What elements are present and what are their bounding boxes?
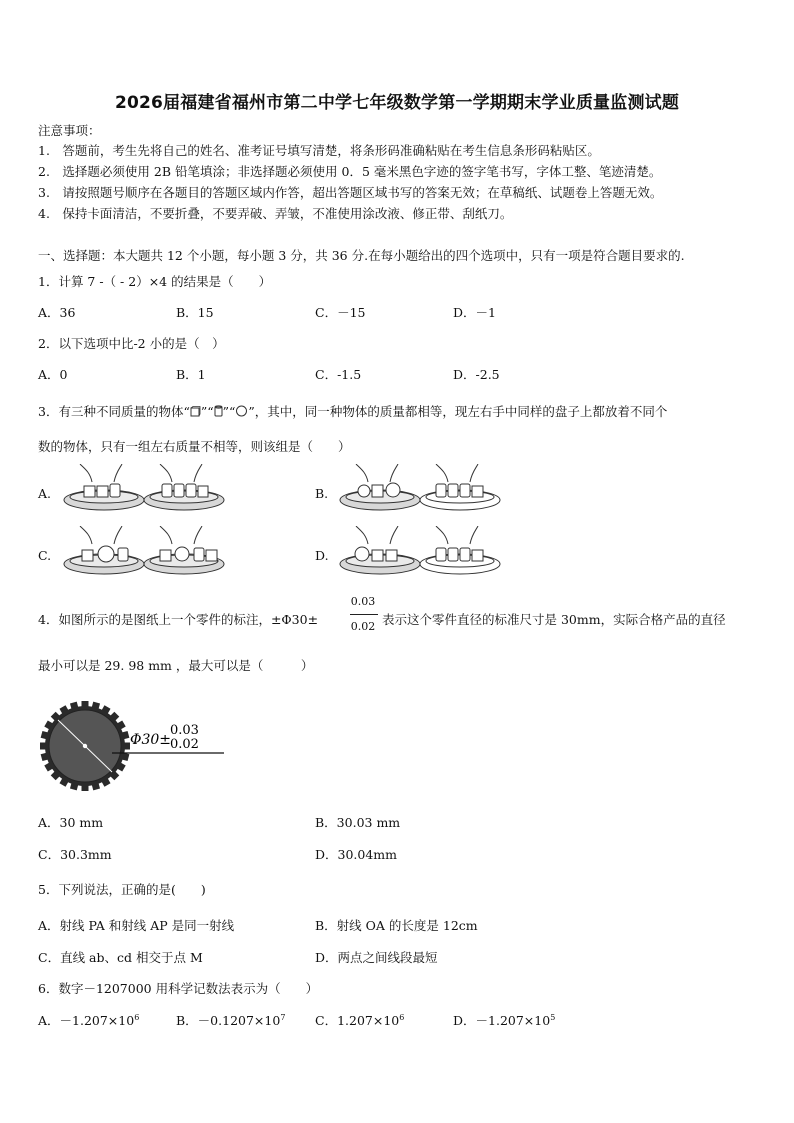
section-heading: 一、选择题：本大题共 12 个小题，每小题 3 分，共 36 分.在每小题给出的四个选项中，只有一项是符合题目要求的. bbox=[38, 248, 685, 263]
q2-stem: 2．以下选项中比-2 小的是（ ） bbox=[38, 336, 225, 351]
q4-frac-bottom: 0.02 bbox=[350, 620, 376, 633]
q3-stem-end: ”，其中，同一种物体的质量都相等，现左右手中同样的盘子上都放着不同个 bbox=[248, 404, 668, 419]
q3-stem-sep2: ”“ bbox=[222, 404, 236, 419]
gear-tooth bbox=[122, 743, 130, 750]
q6-option-a-exp: 6 bbox=[134, 1012, 140, 1022]
q4-frac-line bbox=[350, 614, 378, 615]
q4-gear-figure bbox=[38, 700, 238, 800]
sphere-icon bbox=[235, 405, 248, 417]
gear-tooth bbox=[82, 701, 89, 709]
q4-option-b: B．30.03 mm bbox=[315, 815, 401, 830]
q3-figure-c bbox=[62, 526, 232, 584]
q5-option-c: C．直线 ab、cd 相交于点 M bbox=[38, 950, 203, 965]
notice-heading: 注意事项： bbox=[38, 123, 101, 138]
q5-option-d: D．两点之间线段最短 bbox=[315, 950, 438, 965]
q4-stem-b: 表示这个零件直径的标准尺寸是 30mm，实际合格产品的直径 bbox=[382, 612, 726, 627]
q3-figure-d bbox=[338, 526, 508, 584]
q1-option-b: B．15 bbox=[176, 305, 214, 320]
q2-option-c: C．-1.5 bbox=[315, 367, 362, 382]
notice-item-3: 3. 请按照题号顺序在各题目的答题区域内作答，超出答题区域书写的答案无效；在草稿纸、试题卷上答题无效。 bbox=[38, 185, 663, 200]
q3-option-a-label: A. bbox=[38, 486, 52, 501]
q2-option-b: B．1 bbox=[176, 367, 206, 382]
q1-option-d: D．－1 bbox=[453, 305, 496, 320]
q3-option-c-label: C. bbox=[38, 548, 52, 563]
q4-figure-bottom: 0.02 bbox=[170, 737, 199, 752]
q5-option-a: A．射线 PA 和射线 AP 是同一射线 bbox=[38, 918, 235, 933]
q2-option-a: A．0 bbox=[38, 367, 68, 382]
q4-option-a: A．30 mm bbox=[38, 815, 104, 830]
q6-option-b bbox=[176, 1011, 285, 1029]
q4-figure-top: 0.03 bbox=[170, 723, 199, 738]
q4-stem-line2: 最小可以是 29. 98 mm ，最大可以是（ ） bbox=[38, 658, 314, 673]
q3-option-d-label: D. bbox=[315, 548, 329, 563]
q1-stem: 1．计算 7 -（ - 2）×4 的结果是（ ） bbox=[38, 274, 272, 289]
q3-figure-b bbox=[338, 464, 508, 520]
q6-option-c bbox=[315, 1011, 404, 1029]
q6-stem: 6．数字－1207000 用科学记数法表示为（ ） bbox=[38, 981, 319, 996]
q1-option-a: A．36 bbox=[38, 305, 76, 320]
q6-option-a bbox=[38, 1011, 139, 1029]
q6-option-c-base: C．1.207×10 bbox=[315, 1013, 400, 1028]
gear-tooth bbox=[40, 743, 48, 750]
notice-item-4: 4. 保持卡面清洁，不要折叠，不要弄破、弄皱，不准使用涂改液、修正带、刮纸刀。 bbox=[38, 206, 513, 221]
q6-option-c-exp: 6 bbox=[399, 1012, 405, 1022]
q6-option-b-base: B．－0.1207×10 bbox=[176, 1013, 281, 1028]
q4-stem-a: 4．如图所示的是图纸上一个零件的标注，±Φ30± bbox=[38, 612, 319, 627]
cylinder-icon bbox=[214, 405, 223, 417]
q2-option-d: D．-2.5 bbox=[453, 367, 500, 382]
q4-figure-label: Φ30± bbox=[130, 732, 172, 748]
q3-option-b-label: B. bbox=[315, 486, 329, 501]
q3-stem-sep1: ”“ bbox=[200, 404, 214, 419]
q6-option-d bbox=[453, 1011, 555, 1029]
q6-option-d-base: D．－1.207×10 bbox=[453, 1013, 551, 1028]
q4-option-c: C．30.3mm bbox=[38, 847, 112, 862]
gear-tooth bbox=[82, 783, 89, 791]
q6-option-b-exp: 7 bbox=[280, 1012, 286, 1022]
cube-icon bbox=[190, 406, 201, 417]
page-title: 2026届福建省福州市第二中学七年级数学第一学期期末学业质量监测试题 bbox=[114, 93, 680, 113]
q3-figure-a bbox=[62, 464, 232, 520]
q5-option-b: B．射线 OA 的长度是 12cm bbox=[315, 918, 478, 933]
q4-option-d: D．30.04mm bbox=[315, 847, 398, 862]
q5-stem: 5．下列说法，正确的是( ) bbox=[38, 882, 206, 897]
notice-item-1: 1. 答题前，考生先将自己的姓名、准考证号填写清楚，将条形码准确粘贴在考生信息条形码粘贴区。 bbox=[38, 143, 600, 158]
q6-option-d-exp: 5 bbox=[550, 1012, 556, 1022]
q3-stem-start: 3．有三种不同质量的物体“ bbox=[38, 404, 190, 419]
q6-option-a-base: A．－1.207×10 bbox=[38, 1013, 135, 1028]
q4-frac-top: 0.03 bbox=[350, 595, 376, 608]
notice-item-2: 2. 选择题必须使用 2B 铅笔填涂；非选择题必须使用 0．5 毫米黑色字迹的签字笔书写，字体工整、笔迹清楚。 bbox=[38, 164, 662, 179]
q1-option-c: C．－15 bbox=[315, 305, 366, 320]
q3-stem-line1 bbox=[38, 402, 667, 420]
q3-stem-line2: 数的物体，只有一组左右质量不相等，则该组是（ ） bbox=[38, 439, 351, 454]
